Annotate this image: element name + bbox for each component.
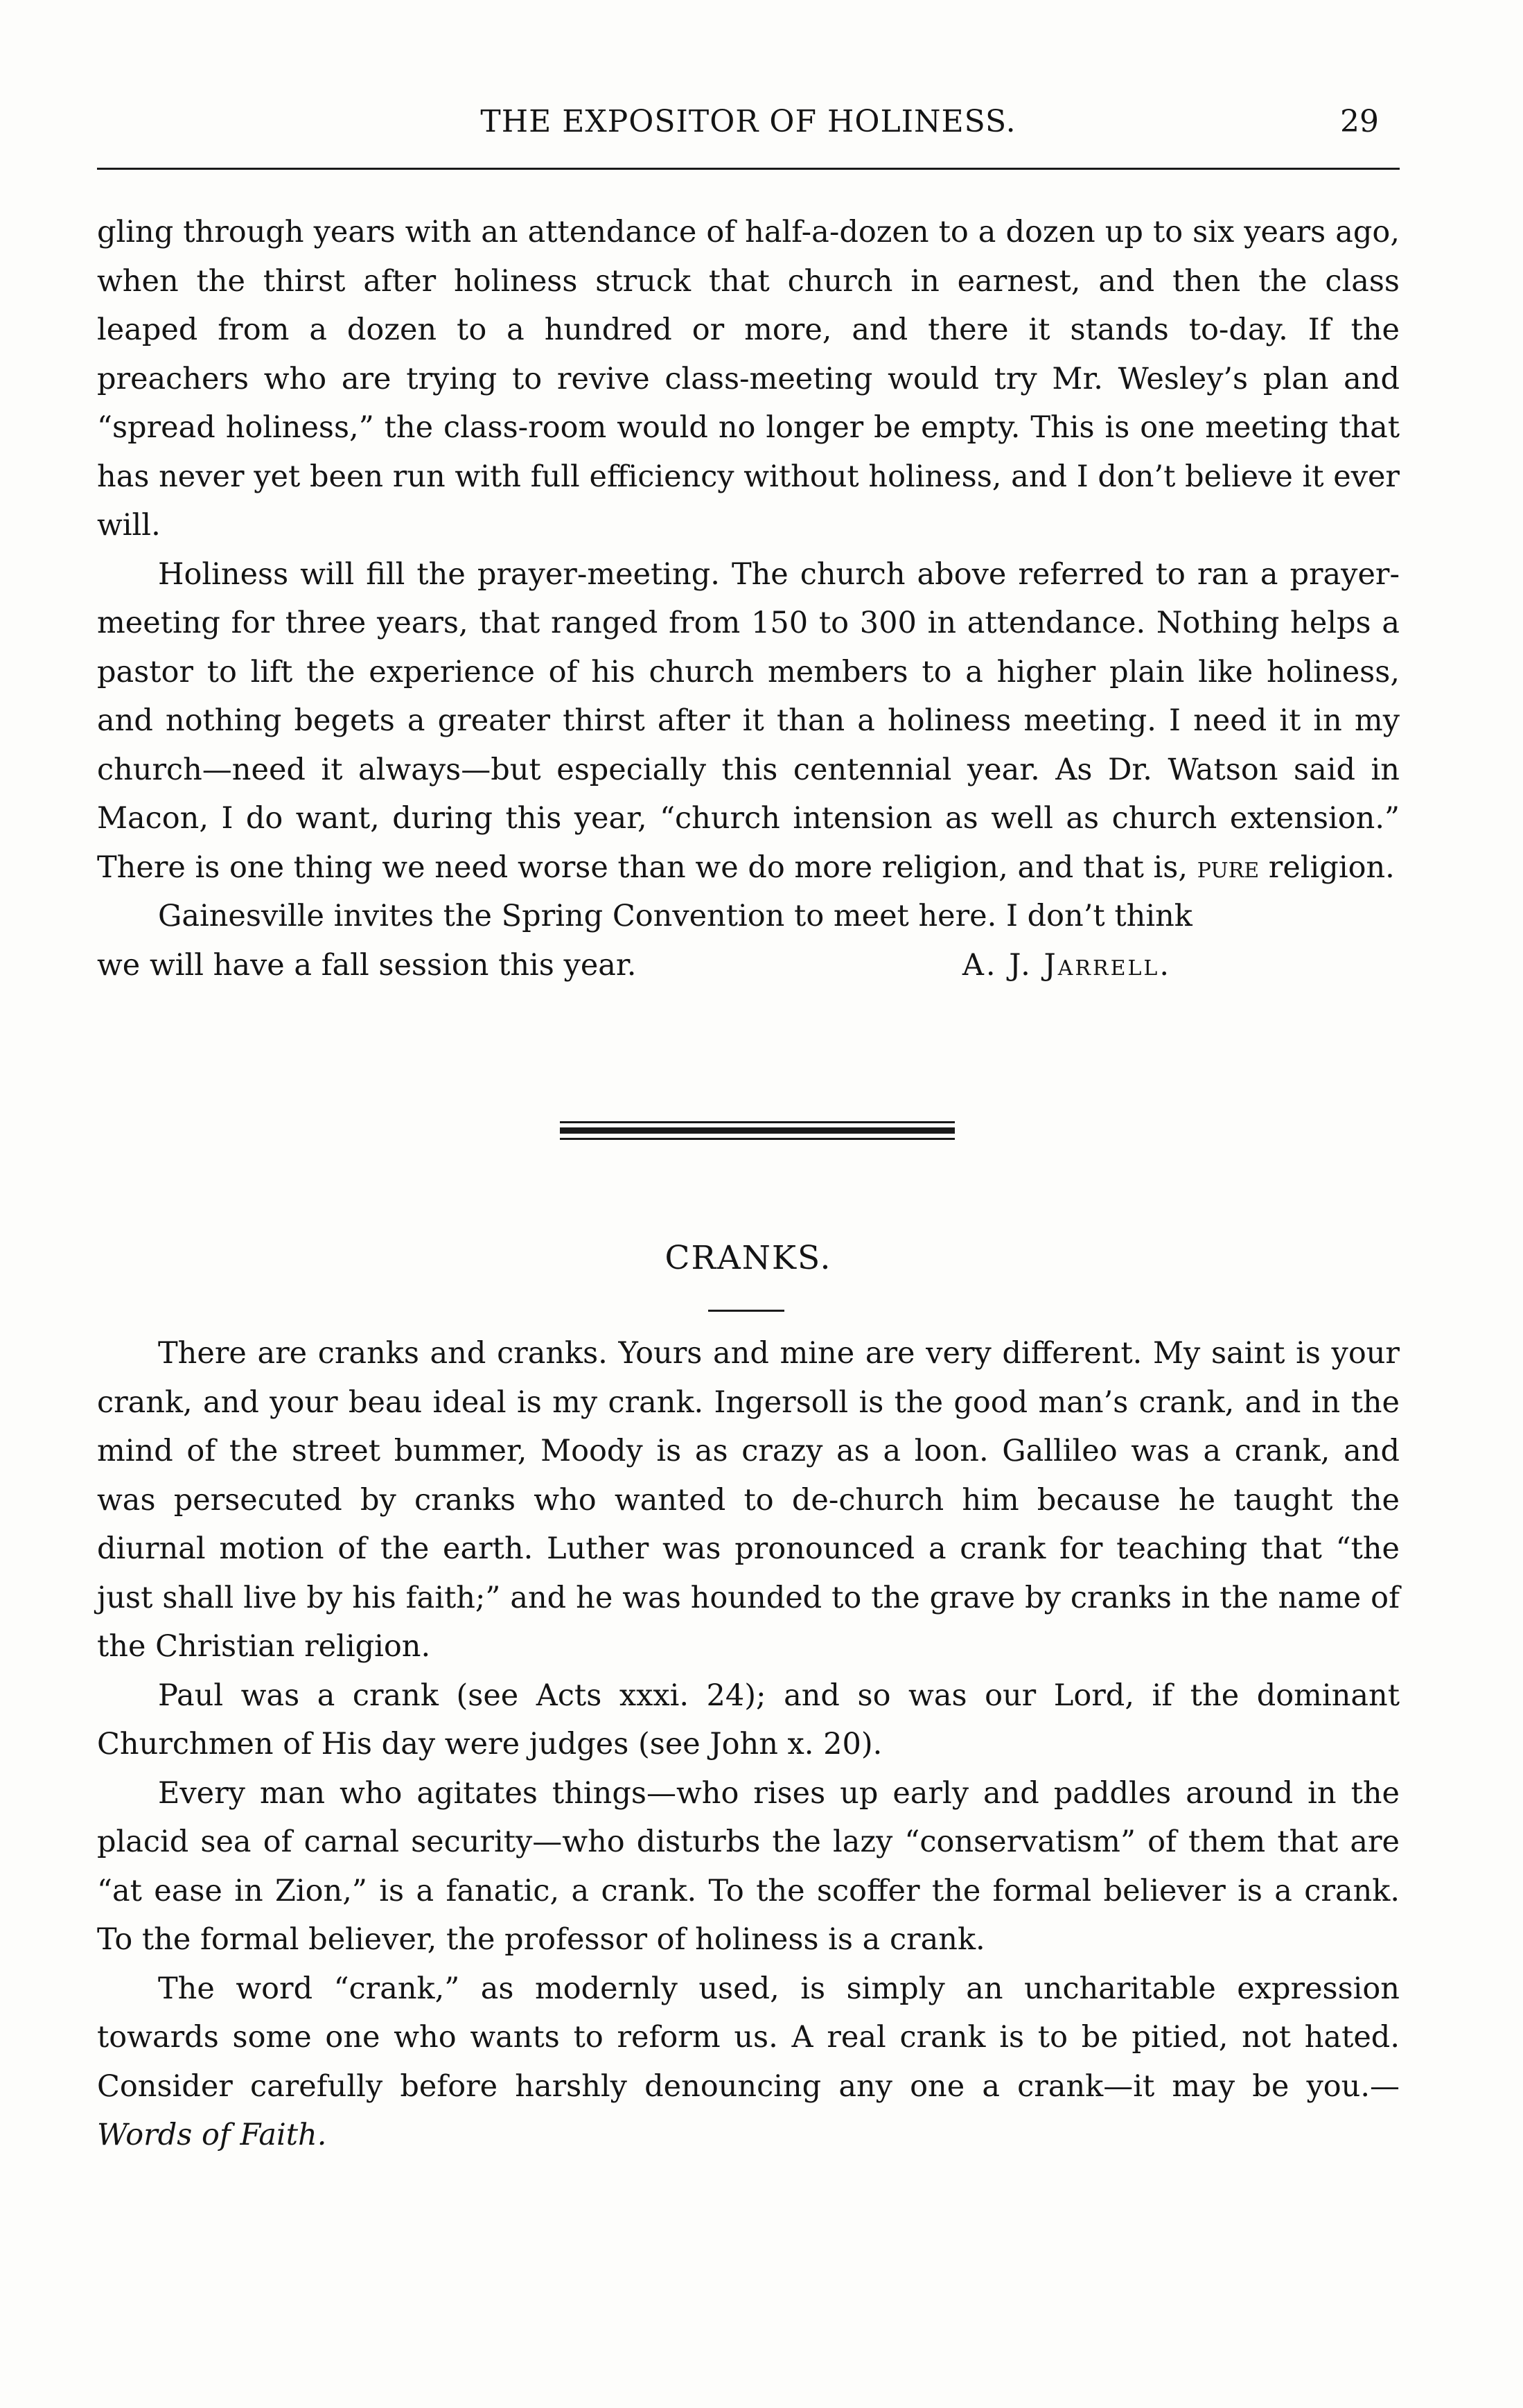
- paragraph-text: Holiness will fill the prayer-meeting. The church above referred to ran a prayer-meeting for three years, that ranged from 150 to 300 in attendance. Nothing helps a pastor to lift the experience of his church members to a higher plain like holiness, and nothing begets a greater thirst after it than a holiness meeting. I need it in my church—need it always—but especially this centennial year. As Dr. Watson said in Macon, I do want, during this year, “church intension as well as church extension.” There is one thing we need worse than we do more religion, and that is,: [97, 556, 1400, 885]
- paragraph: gling through years with an attendance of half-a-dozen to a dozen up to six years ago, when the thirst after holiness struck that church in earnest, and then the class leaped from a dozen to a hundred or more, and there it stands to-day. If the preachers who are trying to revive class-meeting would try Mr. Wesley’s plan and “spread holiness,” the class-room would no longer be empty. This is one meeting that has never yet been run with full efficiency without holiness, and I don’t believe it ever will.: [97, 215, 1400, 543]
- paragraph: [97, 1965, 1400, 2160]
- article-cranks: [97, 1329, 1400, 2160]
- title-rule: [708, 1310, 784, 1312]
- author-signature: A. J. Jarrell.: [962, 947, 1171, 983]
- section-title: CRANKS.: [664, 1239, 832, 1277]
- section-divider-top: [560, 1121, 955, 1123]
- paragraph: Every man who agitates things—who rises up early and paddles around in the placid sea of carnal security—who disturbs the lazy “conservatism” of them that are “at ease in Zion,” is a fanatic, a crank. To the scoffer the formal believer is a crank. To the formal believer, the professor of holiness is a crank.: [97, 1775, 1400, 1957]
- paragraph: [97, 550, 1400, 893]
- article-continued: [97, 208, 1400, 990]
- source-citation: Words of Faith.: [97, 2118, 327, 2152]
- paragraph: Paul was a crank (see Acts xxxi. 24); and so was our Lord, if the dominant Churchmen of His day were judges (see John x. 20).: [97, 1678, 1400, 1761]
- emphasis-pure: pure: [1197, 850, 1260, 885]
- paragraph-invite-end: we will have a fall session this year.: [97, 947, 637, 983]
- section-divider-bottom: [560, 1138, 955, 1140]
- running-title: THE EXPOSITOR OF HOLINESS.: [480, 104, 1016, 139]
- signature-line: [97, 941, 1400, 990]
- paragraph-invite: Gainesville invites the Spring Convention to meet here. I don’t think: [158, 899, 1192, 933]
- page-number: 29: [1340, 104, 1379, 139]
- section-divider: [560, 1127, 955, 1134]
- page-header: [97, 104, 1400, 152]
- paragraph-text-end: religion.: [1259, 850, 1395, 885]
- paragraph: There are cranks and cranks. Yours and mine are very different. My saint is your crank, and your beau ideal is my crank. Ingersoll is the good man’s crank, and in the mind of the street bummer, Moody is as crazy as a loon. Gallileo was a crank, and was persecuted by cranks who wanted to de-church him because he taught the diurnal motion of the earth. Luther was pronounced a crank for teaching that “the just shall live by his faith;” and he was hounded to the grave by cranks in the name of the Christian religion.: [97, 1336, 1400, 1664]
- paragraph-text: The word “crank,” as modernly used, is simply an uncharitable expression towards some one who wants to reform us. A real crank is to be pitied, not hated. Consider carefully before harshly denouncing any one a crank—it may be you.—: [97, 1971, 1400, 2104]
- header-rule: [97, 168, 1400, 170]
